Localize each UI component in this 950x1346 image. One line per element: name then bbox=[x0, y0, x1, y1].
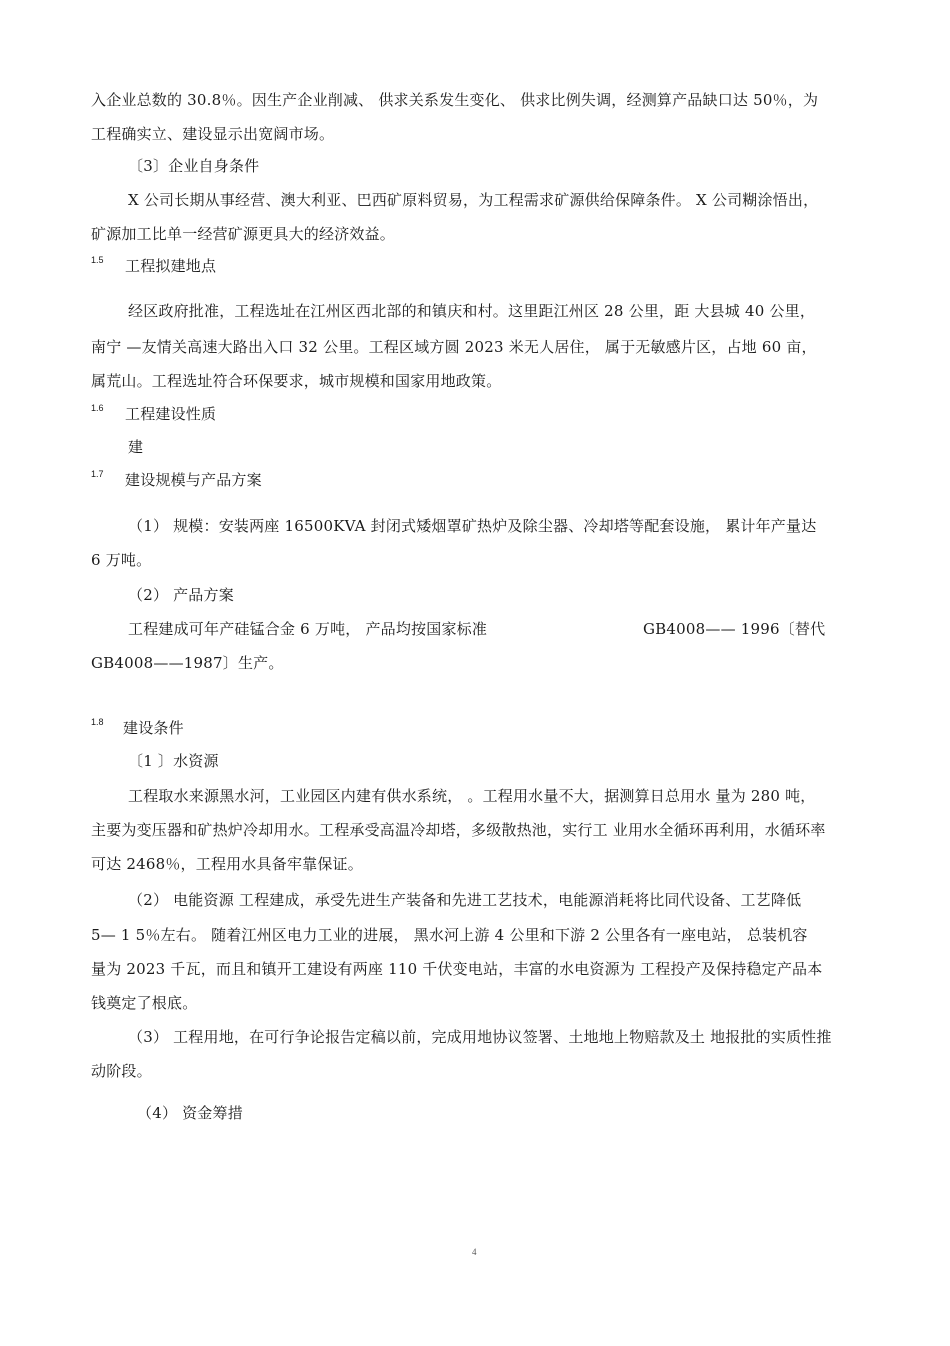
paragraph-line: 入企业总数的 30.8％。因生产企业削减、 供求关系发生变化、 供求比例失调，经测算产品缺口达 50％，为 bbox=[91, 91, 819, 109]
section-number: 1.5 bbox=[91, 255, 104, 265]
section-number: 1.8 bbox=[91, 717, 104, 727]
paragraph-line: 南宁 —友情关高速大路出入口 32 公里。工程区域方圆 2023 米无人居住， 属于无敏感片区，占地 60 亩， bbox=[91, 338, 817, 356]
paragraph-line: （1） 规模：安装两座 16500KVA 封闭式矮烟罩矿热炉及除尘器、冷却塔等配套设施， 累计年产量达 bbox=[128, 517, 817, 535]
subheading: （2） 产品方案 bbox=[128, 586, 234, 604]
section-heading: 工程拟建地点 bbox=[125, 257, 217, 275]
paragraph-line: X 公司长期从事经营、澳大利亚、巴西矿原料贸易，为工程需求矿源供给保障条件。 X 公司糊涂悟出， bbox=[128, 191, 819, 209]
paragraph-line: 6 万吨。 bbox=[91, 551, 152, 569]
paragraph-line: 矿源加工比单一经营矿源更具大的经济效益。 bbox=[91, 225, 396, 243]
section-heading: 建设条件 bbox=[123, 719, 184, 737]
paragraph-line: （3） 工程用地，在可行争论报告定稿以前，完成用地协议签署、土地地上物赔款及土 地报批的实质性推 bbox=[128, 1028, 832, 1046]
section-number: 1.6 bbox=[91, 403, 104, 413]
paragraph-line: 主要为变压器和矿热炉冷却用水。工程承受高温冷却塔，多级散热池，实行工 业用水全循环再利用，水循环率 bbox=[91, 821, 826, 839]
paragraph-line: 可达 2468％，工程用水具备牢靠保证。 bbox=[91, 855, 363, 873]
paragraph-line: 工程建成可年产硅锰合金 6 万吨， 产品均按国家标准 bbox=[128, 620, 488, 638]
paragraph-line: GB4008—— 1996〔替代 bbox=[643, 620, 826, 638]
paragraph-line: 建 bbox=[128, 438, 144, 456]
subheading: 〔3〕企业自身条件 bbox=[128, 157, 260, 175]
paragraph-line: 工程取水来源黑水河，工业园区内建有供水系统， 。工程用水量不大，据测算日总用水 量为 280 吨， bbox=[128, 787, 816, 805]
paragraph-line: 5— 1 5％左右。 随着江州区电力工业的进展， 黑水河上游 4 公里和下游 2 公里各有一座电站， 总装机容 bbox=[91, 926, 808, 944]
paragraph-line: （2） 电能资源 工程建成，承受先进生产装备和先进工艺技术，电能源消耗将比同代设备、工艺降低 bbox=[128, 891, 802, 909]
paragraph-line: 工程确实立、建设显示出宽阔市场。 bbox=[91, 125, 335, 143]
paragraph-line: 属荒山。工程选址符合环保要求，城市规模和国家用地政策。 bbox=[91, 372, 502, 390]
paragraph-line: 经区政府批准，工程选址在江州区西北部的和镇庆和村。这里距江州区 28 公里，距 大县城 40 公里， bbox=[128, 302, 816, 320]
subheading: （4） 资金筹措 bbox=[137, 1104, 243, 1122]
paragraph-line: 动阶段。 bbox=[91, 1062, 152, 1080]
section-heading: 建设规模与产品方案 bbox=[125, 471, 262, 489]
section-number: 1.7 bbox=[91, 469, 104, 479]
page-number: 4 bbox=[472, 1247, 477, 1257]
paragraph-line: 钱奠定了根底。 bbox=[91, 994, 198, 1012]
paragraph-line: 量为 2023 千瓦，而且和镇开工建设有两座 110 千伏变电站，丰富的水电资源为 工程投产及保持稳定产品本 bbox=[91, 960, 823, 978]
section-heading: 工程建设性质 bbox=[125, 405, 217, 423]
subheading: 〔1 〕水资源 bbox=[128, 752, 219, 770]
paragraph-line: GB4008——1987〕生产。 bbox=[91, 654, 284, 672]
